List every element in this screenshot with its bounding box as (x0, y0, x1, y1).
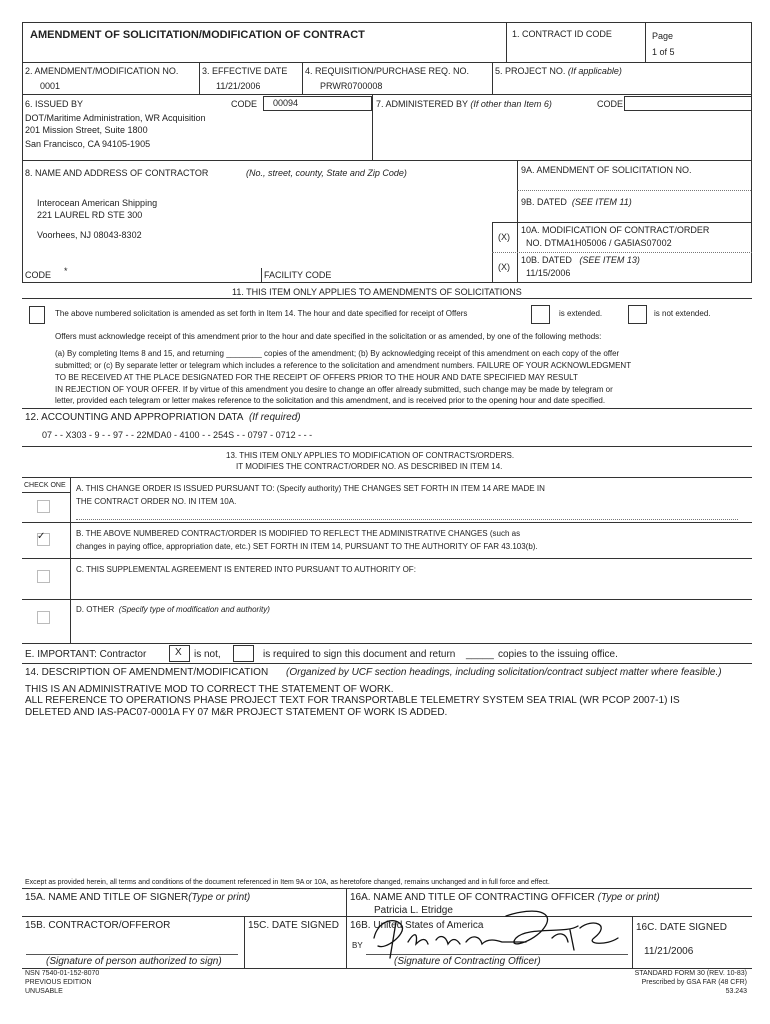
item-14-label: 14. DESCRIPTION OF AMENDMENT/MODIFICATION (25, 667, 269, 678)
issuer-line-1: DOT/Maritime Administration, WR Acquisition (25, 113, 206, 123)
signature-person-label: (Signature of person authorized to sign) (46, 956, 222, 967)
item-15c-label: 15C. DATE SIGNED (248, 920, 339, 931)
officer-name: Patricia L. Etridge (374, 905, 453, 916)
project-no-text: 5. PROJECT NO. (495, 66, 566, 76)
item-15a-hint: (Type or print) (188, 892, 251, 903)
item-16a-text: 16A. NAME AND TITLE OF CONTRACTING OFFICER (350, 892, 595, 903)
item-15a-text: 15A. NAME AND TITLE OF SIGNER (25, 892, 189, 903)
check-d-box[interactable] (37, 611, 50, 624)
contractor-line-3: Voorhees, NJ 08043-8302 (37, 230, 142, 240)
item-9a-label: 9A. AMENDMENT OF SOLICITATION NO. (521, 165, 692, 175)
item-9b-hint: (SEE ITEM 11) (571, 197, 632, 207)
item-12-text: 12. ACCOUNTING AND APPROPRIATION DATA (25, 412, 244, 423)
item-10a-label: 10A. MODIFICATION OF CONTRACT/ORDER (521, 225, 710, 235)
item-15a-label (25, 892, 250, 903)
item-13-title-1: 13. THIS ITEM ONLY APPLIES TO MODIFICATION OF CONTRACTS/ORDERS. (226, 451, 515, 460)
contracting-officer-signature (356, 898, 626, 964)
previous-edition-1: PREVIOUS EDITION (25, 979, 92, 986)
standard-form-1: STANDARD FORM 30 (REV. 10-83) (634, 970, 747, 977)
item-16b-label: 16B. United States of America (350, 920, 484, 931)
issued-by-label: 6. ISSUED BY (25, 99, 84, 109)
check-c-box[interactable] (37, 570, 50, 583)
extended-label: is extended. (559, 309, 603, 318)
item-10b-label (521, 255, 640, 265)
item-10a-value: NO. DTMA1H05006 / GA5IAS07002 (526, 238, 672, 248)
amendment-no-label: 2. AMENDMENT/MODIFICATION NO. (25, 66, 179, 76)
item-e-x-mark: X (175, 647, 182, 658)
administered-by-text: 7. ADMINISTERED BY (376, 99, 468, 109)
not-extended-checkbox[interactable] (628, 305, 647, 324)
item-15b-label: 15B. CONTRACTOR/OFFEROR (25, 920, 171, 931)
item-10b-mark: (X) (498, 262, 510, 272)
previous-edition-2: UNUSABLE (25, 988, 63, 995)
item-14-line-1: THIS IS AN ADMINISTRATIVE MOD TO CORRECT THE STATEMENT OF WORK. (25, 684, 394, 695)
check-a-box[interactable] (37, 500, 50, 513)
page-label: Page (652, 31, 674, 41)
item-11-title: 11. THIS ITEM ONLY APPLIES TO AMENDMENTS OF SOLICITATIONS (232, 287, 522, 297)
contractor-line-1: Interocean American Shipping (37, 198, 158, 208)
item-13-d-hint: (Specify type of modification and authority) (118, 605, 270, 614)
item-13-d-line (76, 605, 270, 614)
item-e-required: is required to sign this document and return (263, 649, 456, 660)
item-12-value: 07 - - X303 - 9 - - 97 - - 22MDA0 - 4100 - - 254S - - 0797 - 0712 - - - (42, 430, 313, 440)
item-e-label: E. IMPORTANT: Contractor (25, 649, 147, 660)
date-16c: 11/21/2006 (644, 946, 694, 957)
administered-code-box (624, 96, 752, 111)
nsn-label: NSN 7540-01-152-8070 (25, 970, 100, 977)
project-no-hint: (If applicable) (567, 66, 622, 76)
item-10a-mark: (X) (498, 232, 510, 242)
issuer-line-2: 201 Mission Street, Suite 1800 (25, 125, 148, 135)
item-11-line-7: letter, provided each telegram or letter makes reference to the solicitation and this amendment, and is received prior to the opening hour and date specified. (55, 396, 606, 405)
except-text: Except as provided herein, all terms and conditions of the document referenced in Item 9A or 10A, as heretofore changed, remains unchanged and in full force and effect. (25, 879, 550, 886)
item-13-c-line: C. THIS SUPPLEMENTAL AGREEMENT IS ENTERED INTO PURSUANT TO AUTHORITY OF: (76, 565, 416, 574)
administered-code-label: CODE (597, 99, 624, 109)
standard-form-3: 53.243 (725, 988, 747, 995)
item-13-a-line-2: THE CONTRACT ORDER NO. IN ITEM 10A. (76, 497, 237, 506)
contractor-label: 8. NAME AND ADDRESS OF CONTRACTOR (25, 168, 209, 178)
contract-id-label: 1. CONTRACT ID CODE (512, 29, 612, 39)
item-12-label (25, 412, 301, 423)
administered-by-hint: (If other than Item 6) (470, 99, 552, 109)
item-e-copies: copies to the issuing office. (498, 649, 618, 660)
item-11-line-3: (a) By completing Items 8 and 15, and returning ________ copies of the amendment; (b) By acknowledging receipt of this amendment on each copy of the offer (55, 349, 620, 358)
page-of: 1 of 5 (652, 47, 675, 57)
contractor-line-2: 221 LAUREL RD STE 300 (37, 210, 143, 220)
item-10b-value: 11/15/2006 (526, 268, 571, 278)
item-14-line-3: DELETED AND IAS-PAC07-0001A FY 07 M&R PROJECT STATEMENT OF WORK IS ADDED. (25, 707, 448, 718)
contractor-code-value: * (64, 266, 68, 276)
standard-form-2: Prescribed by GSA FAR (48 CFR) (641, 979, 747, 986)
item-12-hint: (If required) (248, 412, 301, 423)
item-e-is-not: is not, (194, 649, 221, 660)
item-16c-label: 16C. DATE SIGNED (636, 922, 727, 933)
item-13-b-line-2: changes in paying office, appropriation date, etc.) SET FORTH IN ITEM 14, PURSUANT TO THE AUTHORITY OF FAR 43.103(b). (76, 542, 538, 551)
effective-date-label: 3. EFFECTIVE DATE (202, 66, 288, 76)
item-11-checkbox[interactable] (29, 306, 45, 324)
item-9b-label (521, 197, 632, 207)
extended-checkbox[interactable] (531, 305, 550, 324)
item-13-b-line-1: B. THE ABOVE NUMBERED CONTRACT/ORDER IS MODIFIED TO REFLECT THE ADMINISTRATIVE CHANGES (such as (76, 529, 521, 538)
item-e-required-box[interactable] (233, 645, 254, 662)
issued-code-label: CODE (231, 99, 258, 109)
amendment-no-value: 0001 (40, 81, 61, 91)
item-10b-text: 10B. DATED (521, 255, 572, 265)
issued-code-value: 00094 (273, 98, 299, 108)
item-11-line-5: TO BE RECEIVED AT THE PLACE DESIGNATED FOR THE RECEIPT OF OFFERS PRIOR TO THE HOUR AND DATE SPECIFIED MAY RESULT (55, 373, 578, 382)
project-no-label (495, 66, 622, 76)
item-14-line-2: ALL REFERENCE TO OPERATIONS PHASE PROJECT TEXT FOR TRANSPORTABLE TELEMETRY SYSTEM SEA TRIAL (WR PCOP 2007-1) IS (25, 695, 680, 706)
item-13-d-text: D. OTHER (76, 605, 115, 614)
contractor-code-label: CODE (25, 270, 52, 280)
requisition-value: PRWR0700008 (320, 81, 383, 91)
item-10b-hint: (SEE ITEM 13) (579, 255, 640, 265)
check-b-mark: ✓ (37, 531, 46, 542)
item-11-line-2: Offers must acknowledge receipt of this amendment prior to the hour and date specified in the solicitation or as amended, by one of the following methods: (55, 332, 602, 341)
item-11-line-1: The above numbered solicitation is amended as set forth in Item 14. The hour and date specified for receipt of Offers (55, 309, 468, 318)
contractor-hint: (No., street, county, State and Zip Code) (246, 168, 407, 178)
by-label: BY (352, 941, 363, 950)
item-11-line-4: submitted; or (c) By separate letter or telegram which includes a reference to the solicitation and amendment numbers. FAILURE OF YOUR ACKNOWLEDGMENT (55, 361, 632, 370)
not-extended-label: is not extended. (654, 309, 711, 318)
item-11-line-6: IN REJECTION OF YOUR OFFER. If by virtue of this amendment you desire to change an offer already submitted, such change may be made by telegram or (55, 385, 613, 394)
item-13-a-line-1: A. THIS CHANGE ORDER IS ISSUED PURSUANT TO: (Specify authority) THE CHANGES SET FORTH IN ITEM 14 ARE MADE IN (76, 484, 545, 493)
item-16a-hint: (Type or print) (597, 892, 660, 903)
requisition-label: 4. REQUISITION/PURCHASE REQ. NO. (305, 66, 470, 76)
administered-by-label (376, 99, 552, 109)
item-9b-text: 9B. DATED (521, 197, 567, 207)
item-13-title-2: IT MODIFIES THE CONTRACT/ORDER NO. AS DESCRIBED IN ITEM 14. (236, 462, 503, 471)
item-14-hint: (Organized by UCF section headings, including solicitation/contract subject matter where feasible.) (286, 667, 722, 678)
check-one-label: CHECK ONE (24, 482, 66, 489)
facility-code-label: FACILITY CODE (264, 270, 332, 280)
effective-date-value: 11/21/2006 (216, 81, 261, 91)
issuer-line-3: San Francisco, CA 94105-1905 (25, 139, 151, 149)
form-title: AMENDMENT OF SOLICITATION/MODIFICATION OF CONTRACT (30, 29, 365, 41)
item-e-blank: _____ (466, 649, 494, 660)
signature-officer-label: (Signature of Contracting Officer) (394, 956, 541, 967)
